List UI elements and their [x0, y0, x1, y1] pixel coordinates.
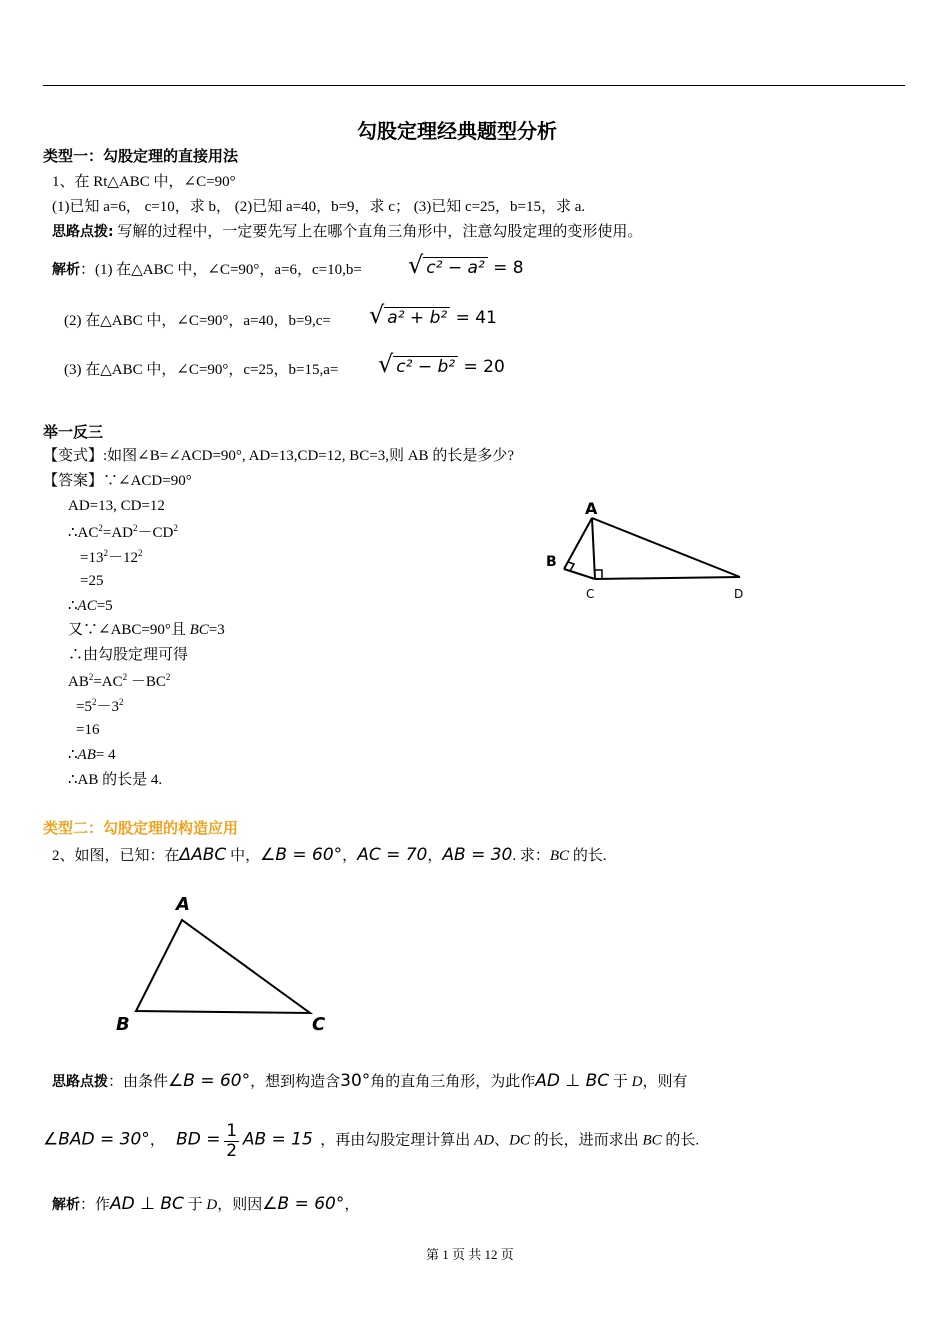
step-11-c: = 4	[95, 747, 116, 763]
step-11	[68, 747, 116, 764]
problem2-mid: 中，	[226, 848, 261, 864]
variant-label: 【变式】	[43, 448, 104, 464]
answer-label: 【答案】	[43, 473, 104, 489]
segment-cd	[595, 577, 740, 579]
step-11-a: ∴	[68, 747, 78, 763]
sqrt-radicand-1: c² − a²	[423, 257, 487, 278]
answer-text: ∵∠ACD=90°	[103, 473, 192, 489]
hint2-ad: AD	[474, 1132, 495, 1149]
step-5-b: AC	[77, 598, 97, 614]
fraction-numerator: 1	[226, 1121, 238, 1141]
step-2-b: =AD	[102, 525, 134, 541]
hint1	[52, 224, 642, 241]
problem2-angle-b: ∠B = 60°	[260, 845, 343, 865]
figure-label-a: A	[585, 499, 598, 518]
hint2-text-4: 于	[609, 1074, 632, 1090]
sqrt-expr-1	[408, 252, 524, 280]
step-4: =25	[80, 573, 104, 589]
solution1-line1	[52, 262, 362, 279]
step-1: AD=13, CD=12	[68, 498, 165, 514]
figure-abcd	[540, 490, 755, 605]
hint2-bd: BD =	[176, 1129, 221, 1150]
figure-abcd-lines	[564, 518, 740, 579]
figure-label-d: D	[734, 587, 744, 601]
problem2-triangle: ΔABC	[179, 845, 227, 865]
variant-text: :如图∠B=∠ACD=90°, AD=13,CD=12, BC=3,则 AB 的长是多少?	[103, 448, 514, 464]
solution2-label: 解析	[52, 1197, 80, 1213]
segment-bc	[564, 569, 595, 579]
sup: 2	[133, 523, 138, 533]
hint2-text-7: 的长，进而求出	[529, 1132, 643, 1149]
problem2-ab: AB = 30	[442, 845, 513, 865]
figure-triangle-abc	[110, 890, 340, 1040]
variant-line	[43, 448, 514, 465]
sqrt-expr-3	[378, 351, 505, 379]
problem2-line	[52, 846, 607, 866]
hint2-line2	[43, 1122, 699, 1160]
sup: 2	[103, 548, 108, 558]
step-6-b: BC	[189, 622, 209, 638]
hint2-angle: ∠B = 60°	[168, 1071, 251, 1091]
step-8-c: －BC	[127, 674, 166, 690]
hint2-text-8: 的长.	[661, 1132, 700, 1149]
sqrt-sign: √	[408, 251, 424, 279]
problem2-comma: ，	[427, 848, 443, 864]
sup: 2	[122, 672, 128, 682]
solution2-line	[52, 1195, 359, 1215]
page-title: 勾股定理经典题型分析	[357, 119, 557, 143]
solution2-text-4: ，	[344, 1197, 360, 1213]
solution2-text-2: 于	[183, 1197, 207, 1213]
problem2-ac: AC = 70	[357, 845, 428, 865]
step-6-a: 又∵∠ABC=90°且	[68, 622, 190, 638]
step-2-c: －CD	[137, 525, 174, 541]
step-2	[68, 523, 178, 542]
problem1-line1: 1、在 Rt△ABC 中，∠C=90°	[52, 174, 236, 190]
figure-label-c: C	[586, 587, 595, 601]
step-3	[80, 548, 142, 567]
problem2-prefix: 2、如图，已知：在	[52, 848, 180, 864]
section1-heading: 类型一：勾股定理的直接用法	[43, 147, 239, 165]
step-10: =16	[76, 722, 100, 738]
step-5	[68, 598, 113, 615]
page-footer: 第 1 页 共 12 页	[426, 1247, 514, 1262]
solution2-d: D	[206, 1197, 218, 1213]
hint2-bc: BC	[642, 1132, 662, 1149]
hint2-text-2: ，想到构造含	[250, 1074, 341, 1090]
step-5-c: =5	[96, 598, 113, 614]
sqrt-radicand-2: a² + b²	[384, 307, 450, 328]
step-2-a: ∴AC	[68, 525, 99, 541]
step-7: ∴由勾股定理可得	[68, 647, 189, 663]
section2-heading: 类型二：勾股定理的构造应用	[43, 819, 239, 837]
problem2-suffix-a: . 求：	[512, 848, 550, 864]
practice-heading: 举一反三	[43, 423, 104, 441]
hint2-text-3: 角的直角三角形，为此作	[370, 1074, 536, 1090]
step-9-a: =5	[76, 699, 92, 715]
problem2-suffix-b: BC	[549, 848, 570, 864]
sqrt-sign: √	[378, 350, 394, 378]
header-rule	[43, 85, 905, 86]
hint2-angle-bad: ∠BAD = 30°	[43, 1129, 150, 1150]
segment-ab	[564, 518, 592, 569]
sup: 2	[98, 523, 103, 533]
hint2-text-6: ，再由勾股定理计算出	[320, 1132, 475, 1149]
sup: 2	[88, 672, 94, 682]
sup: 2	[118, 697, 124, 707]
hint2-30: 30°	[340, 1071, 371, 1091]
sup: 2	[165, 672, 171, 682]
sqrt-result-1: = 8	[493, 258, 524, 278]
step-8-b: =AC	[93, 674, 123, 690]
hint2-sep: 、	[494, 1132, 510, 1149]
solution2-angle: ∠B = 60°	[262, 1194, 345, 1214]
hint2-dc: DC	[509, 1132, 530, 1149]
fraction-denominator: 2	[226, 1140, 238, 1161]
sup: 2	[91, 697, 97, 707]
hint1-label: 思路点拨:	[52, 224, 114, 240]
answer-line	[43, 473, 192, 490]
step-6	[68, 622, 225, 639]
sup: 2	[173, 523, 178, 533]
hint2-perp: AD ⊥ BC	[535, 1071, 610, 1091]
solution2-text-1: ：作	[80, 1197, 111, 1213]
step-12: ∴AB 的长是 4.	[68, 772, 163, 788]
sqrt-expr-2	[369, 302, 497, 330]
sqrt-radicand-3: c² − b²	[393, 356, 458, 377]
solution-label: 解析	[52, 262, 80, 278]
hint2-comma: ，	[149, 1132, 165, 1149]
step-6-c: =3	[208, 622, 225, 638]
hint2-line1	[52, 1072, 688, 1092]
step-3-b: －12	[107, 550, 138, 566]
step-8	[68, 672, 170, 691]
triangle-abc	[136, 920, 310, 1013]
hint2-text-1: ：由条件	[108, 1074, 169, 1090]
triangle-label-c: C	[312, 1014, 326, 1035]
hint2-d: D	[631, 1074, 643, 1090]
problem2-comma: ，	[342, 848, 358, 864]
solution1-line3: (3) 在△ABC 中，∠C=90°，c=25，b=15,a=	[64, 362, 339, 378]
sup: 2	[137, 548, 143, 558]
step-9	[76, 697, 123, 716]
step-3-a: =13	[80, 550, 104, 566]
step-9-b: －3	[96, 699, 119, 715]
sqrt-result-3: = 20	[463, 357, 505, 377]
triangle-label-b: B	[116, 1014, 130, 1035]
step-5-a: ∴	[68, 598, 78, 614]
fraction-half	[224, 1122, 239, 1160]
sqrt-sign: √	[369, 301, 385, 329]
hint2-ab: AB = 15	[242, 1129, 313, 1150]
solution1-line2: (2) 在△ABC 中，∠C=90°，a=40，b=9,c=	[64, 313, 331, 329]
solution1-text: ：(1) 在△ABC 中，∠C=90°，a=6，c=10,b=	[80, 262, 362, 278]
problem1-line2: (1)已知 a=6， c=10，求 b， (2)已知 a=40，b=9，求 c； (3)已知 c=25，b=15，求 a.	[52, 199, 586, 215]
hint2-label: 思路点拨	[52, 1074, 108, 1090]
step-11-b: AB	[77, 747, 96, 763]
triangle-label-a: A	[176, 894, 190, 915]
segment-ad	[592, 518, 740, 577]
figure-label-b: B	[546, 554, 557, 570]
solution2-perp: AD ⊥ BC	[110, 1194, 184, 1214]
sqrt-result-2: = 41	[455, 308, 497, 328]
hint1-text: 写解的过程中，一定要先写上在哪个直角三角形中，注意勾股定理的变形使用。	[113, 224, 643, 240]
step-8-a: AB	[68, 674, 89, 690]
problem2-suffix-c: 的长.	[569, 848, 607, 864]
solution2-text-3: ，则因	[217, 1197, 263, 1213]
hint2-text-5: ，则有	[642, 1074, 688, 1090]
